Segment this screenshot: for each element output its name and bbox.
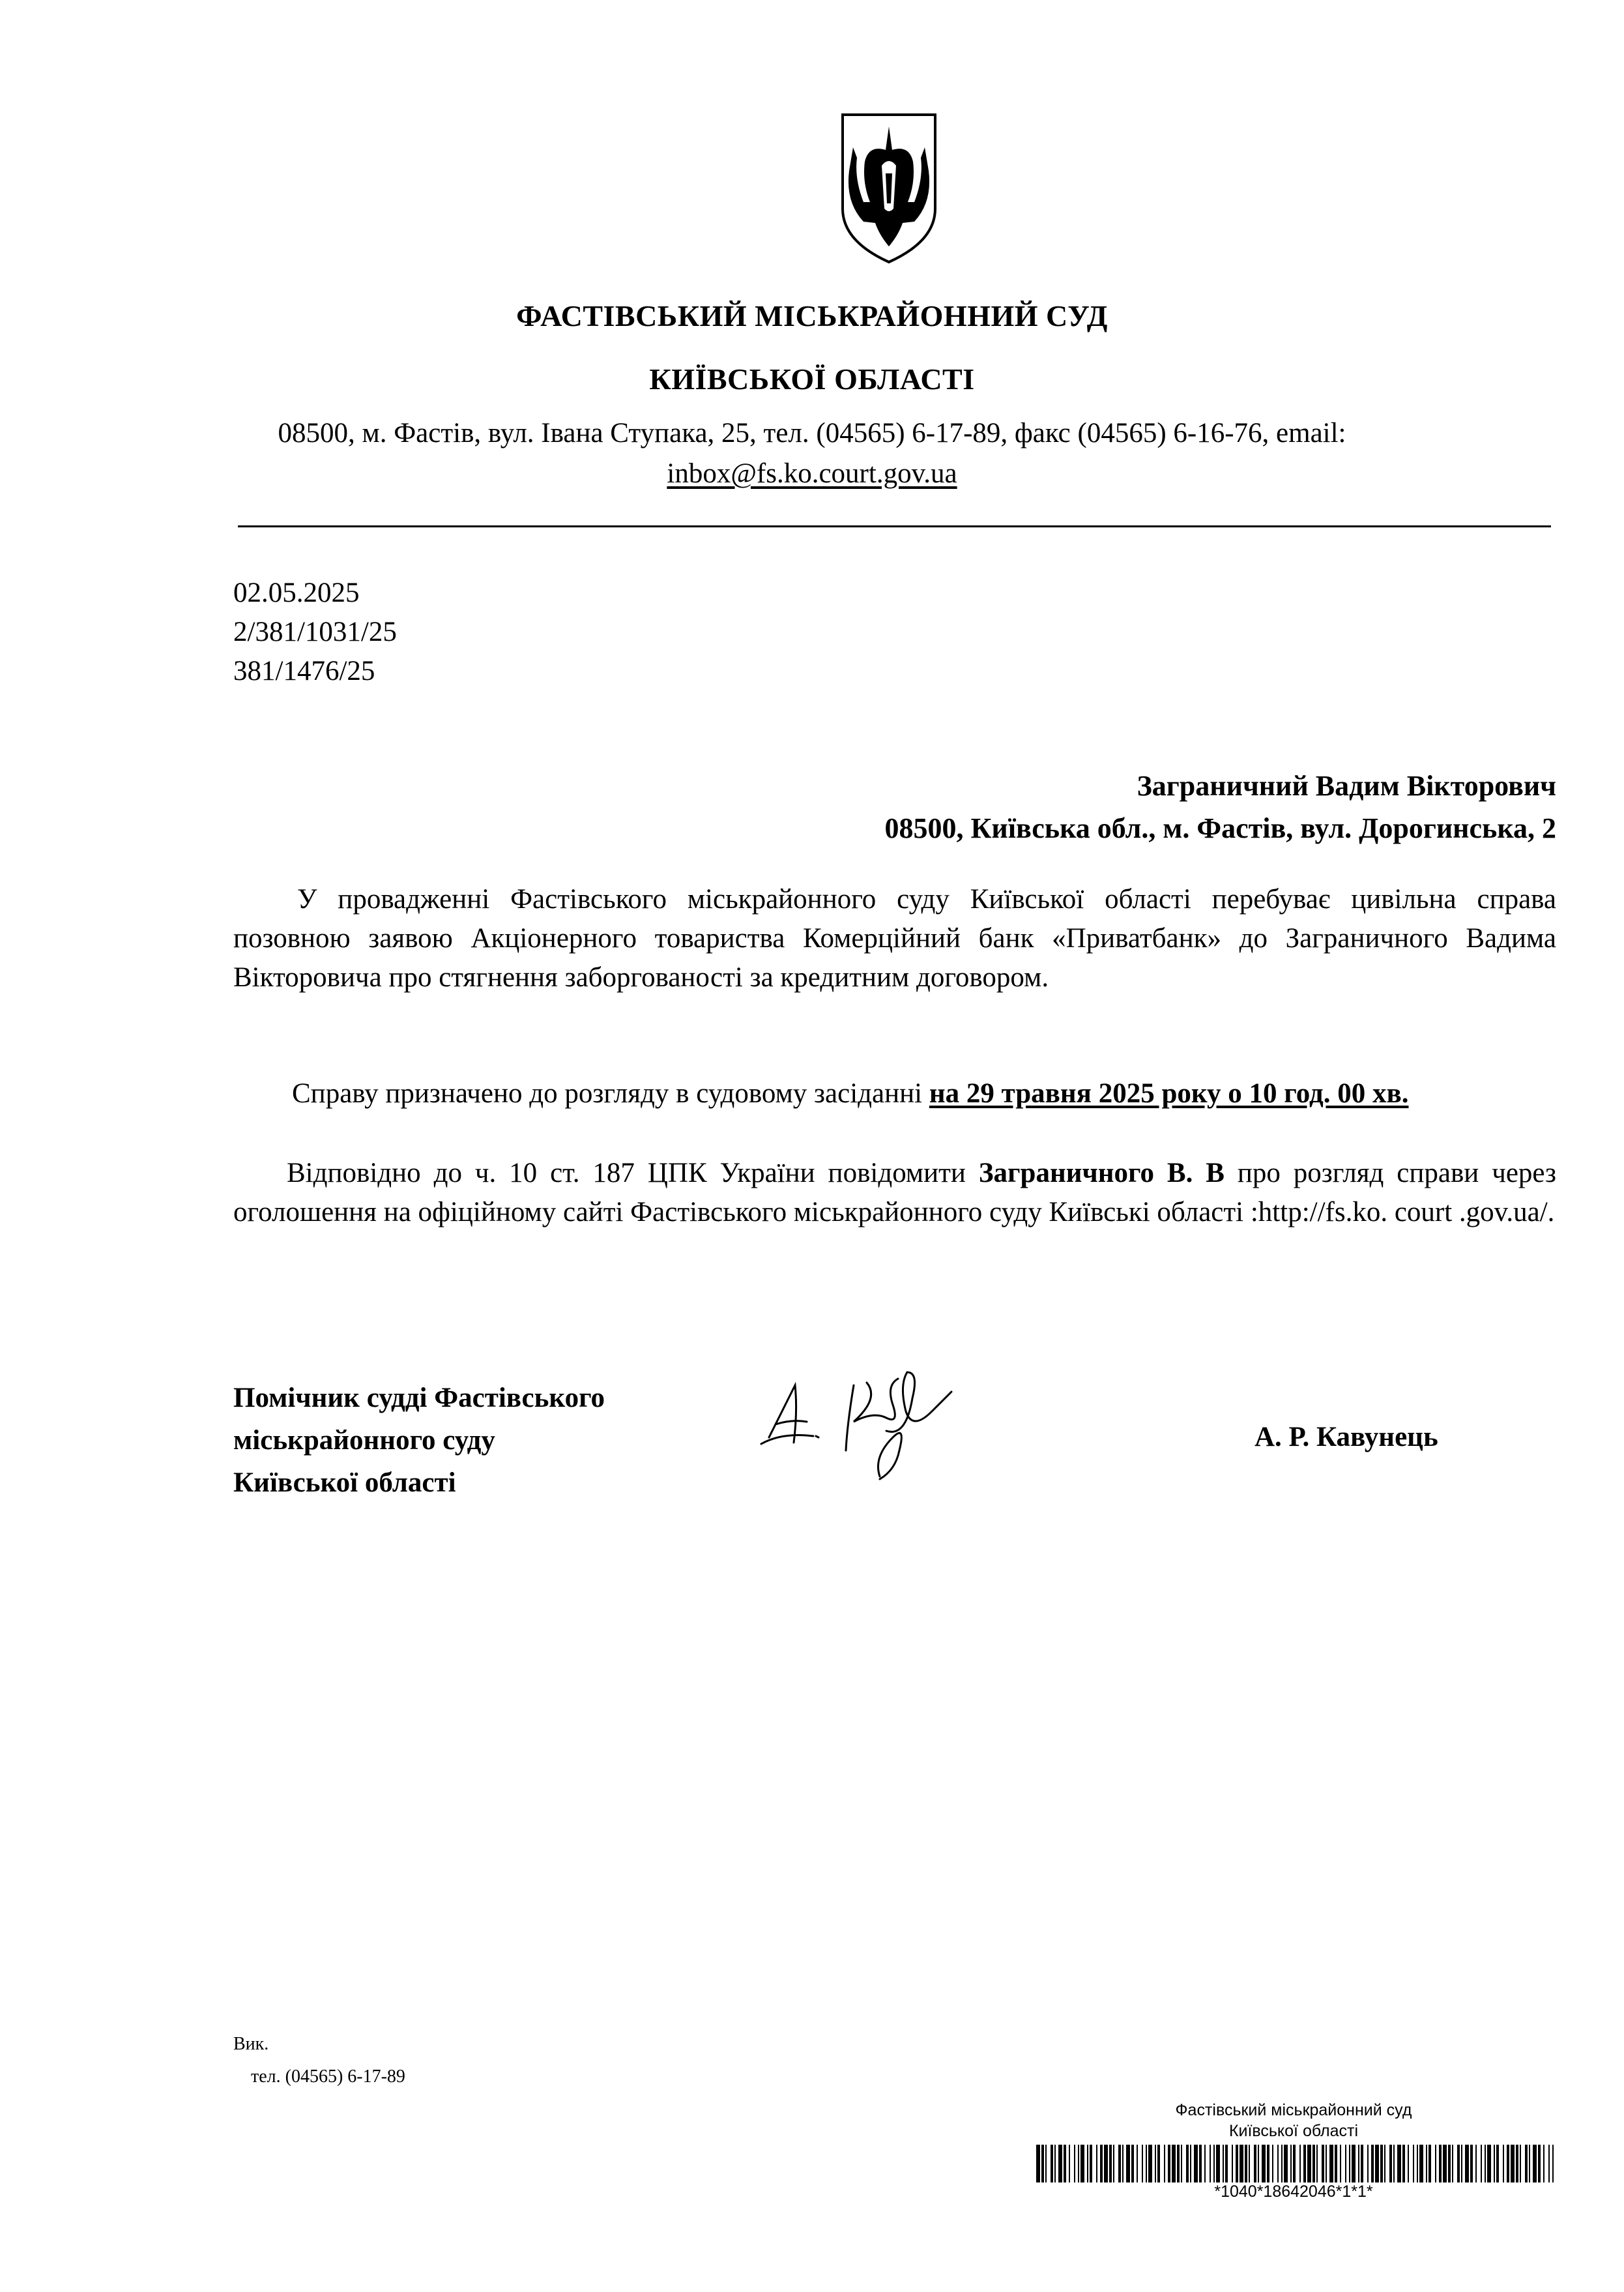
notification-text-end: про розгляд справи через оголошення на офіційному сайті Фастівського міськрайонного суду Київські області :http://fs.ko. court .gov.ua/. <box>233 1158 1556 1227</box>
signatory-title-line3: Київської області <box>233 1467 456 1498</box>
notification-paragraph <box>233 1154 1556 1232</box>
defendant-short-name: Заграничного В. В <box>978 1158 1225 1188</box>
case-description-paragraph: У провадженні Фастівського міськрайонного суду Київської області перебуває цивільна справа позовною заявою Акціонерного товариства Комерційний банк «Приватбанк» до Заграничного Вадима Вікторовича про стягнення заборгованості за кредитним договором. <box>233 884 1556 993</box>
header-divider <box>238 525 1551 527</box>
court-email-link[interactable]: inbox@fs.ko.court.gov.ua <box>667 458 957 489</box>
court-name-line1: ФАСТІВСЬКИЙ МІСЬКРАЙОННИЙ СУД <box>516 299 1108 332</box>
hearing-date-paragraph <box>233 1074 1556 1113</box>
barcode-icon <box>1036 2145 1554 2182</box>
signatory-title-line1: Помічник судді Фастівського <box>233 1383 605 1413</box>
recipient-name: Заграничний Вадим Вікторович <box>1137 770 1556 802</box>
court-name-line2: КИЇВСЬКОЇ ОБЛАСТІ <box>649 362 975 396</box>
letter-date: 02.05.2025 <box>233 578 360 608</box>
court-address: 08500, м. Фастів, вул. Івана Ступака, 25, тел. (04565) 6-17-89, факс (04565) 6-16-76, email: <box>278 418 1346 448</box>
case-number: 2/381/1031/25 <box>233 617 397 647</box>
stamp-region: Київської області <box>1228 2122 1359 2140</box>
hearing-datetime: на 29 травня 2025 року о 10 год. 00 хв. <box>929 1078 1409 1109</box>
coat-of-arms-icon <box>837 111 940 266</box>
stamp-court-name: Фастівський міськрайонний суд <box>1175 2101 1412 2119</box>
barcode-number: *1040*18642046*1*1* <box>1214 2182 1373 2201</box>
executor-label: Вик. <box>233 2034 269 2054</box>
hearing-intro-text: Справу призначено до розгляду в судовому засіданні <box>292 1078 929 1109</box>
handwritten-signature <box>756 1359 971 1490</box>
executor-phone: тел. (04565) 6-17-89 <box>251 2066 405 2087</box>
recipient-address: 08500, Київська обл., м. Фастів, вул. Дорогинська, 2 <box>884 812 1556 844</box>
signatory-title-line2: міськрайонного суду <box>233 1425 495 1456</box>
outgoing-number: 381/1476/25 <box>233 656 375 686</box>
notification-text-start: Відповідно до ч. 10 ст. 187 ЦПК України повідомити <box>287 1158 979 1188</box>
signatory-name: А. Р. Кавунець <box>1254 1422 1438 1452</box>
